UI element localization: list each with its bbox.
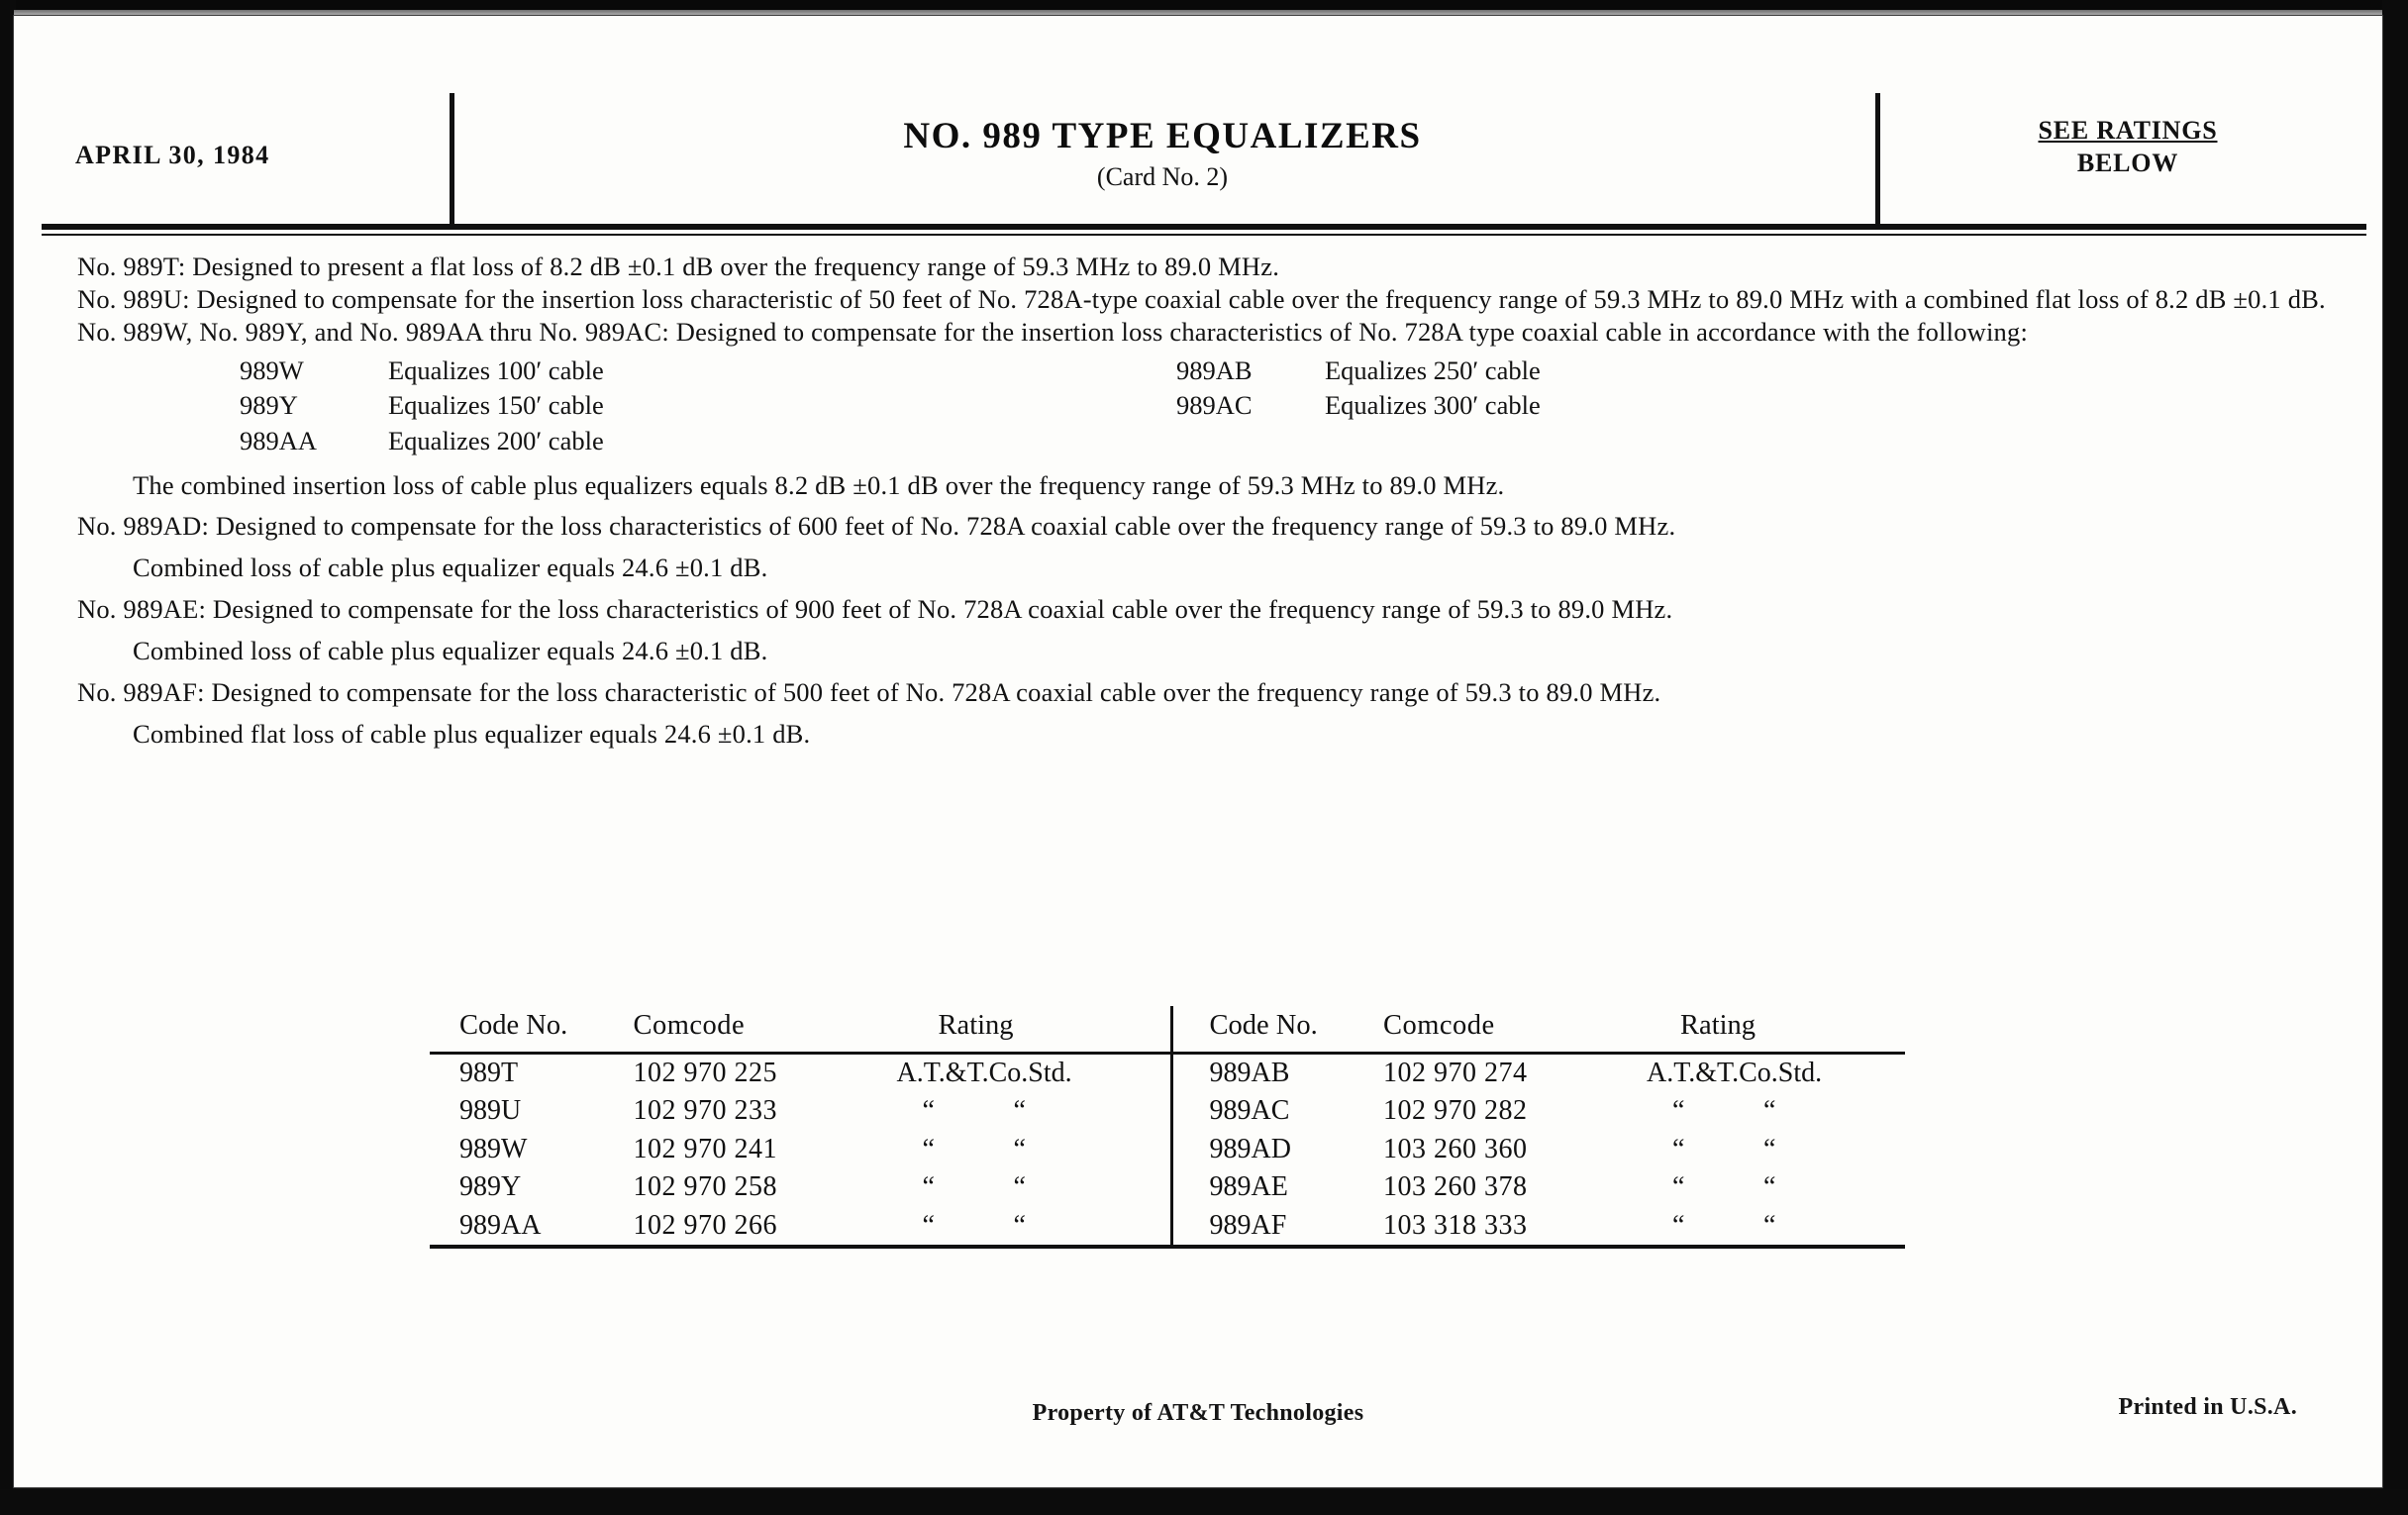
th-comcode-left: Comcode (633, 1010, 746, 1041)
equalizer-list-right-column (1176, 354, 1541, 425)
ratings-note (1880, 115, 2375, 179)
cell-code: 989AB (1209, 1058, 1290, 1088)
equalizer-code: 989AC (1176, 390, 1253, 421)
code-table-body (430, 1054, 1905, 1245)
scan-edge-bottom (0, 1489, 2408, 1515)
table-row (430, 1092, 1905, 1130)
ratings-note-line1: SEE RATINGS (2038, 116, 2218, 145)
equalizer-desc: Equalizes 250′ cable (1325, 354, 1541, 385)
th-comcode-right: Comcode (1382, 1010, 1495, 1041)
cell-comcode: 102 970 241 (633, 1133, 777, 1164)
ditto-mark: “ (1013, 1095, 1026, 1127)
cell-code: 989AD (1209, 1133, 1291, 1164)
cell-comcode: 102 970 282 (1382, 1095, 1528, 1127)
cell-rating-ditto (1647, 1092, 1905, 1130)
ditto-mark: “ (1763, 1209, 1776, 1241)
ditto-mark: “ (1013, 1171, 1026, 1203)
equalizer-code: 989AA (240, 426, 318, 456)
ditto-mark: “ (922, 1171, 935, 1203)
code-table (430, 1006, 1905, 1245)
cell-code: 989W (459, 1133, 528, 1164)
list-item (1176, 354, 1541, 389)
paragraph-989ae-combined: Combined loss of cable plus equalizer equals 24.6 ±0.1 dB. (133, 636, 768, 666)
cell-rating-ditto (1647, 1131, 1905, 1168)
ratings-note-line2: BELOW (2076, 148, 2179, 177)
paragraph-combined-insertion-loss: The combined insertion loss of cable plus equalizers equals 8.2 dB ±0.1 dB over the frequency range of 59.3 MHz to 89.0 MHz. (133, 469, 1505, 500)
table-row (430, 1131, 1905, 1168)
equalizer-desc: Equalizes 300′ cable (1325, 390, 1541, 421)
header-divider-left (450, 93, 454, 224)
cell-comcode: 102 970 274 (1382, 1058, 1528, 1088)
card-number: (Card No. 2) (1096, 162, 1229, 191)
header-rule-thin (42, 234, 2366, 236)
equalizer-desc: Equalizes 100′ cable (388, 354, 604, 385)
ditto-mark: “ (1672, 1133, 1685, 1164)
ditto-mark: “ (1013, 1209, 1026, 1241)
th-rating-left: Rating (938, 1010, 1014, 1041)
ditto-mark: “ (1763, 1171, 1776, 1203)
ditto-mark: “ (922, 1095, 935, 1127)
paragraph-989ad: No. 989AD: Designed to compensate for the loss characteristics of 600 feet of No. 728A coaxial cable over the frequency range of 59.3 to 89.0 MHz. (77, 511, 1676, 542)
cell-code: 989AA (459, 1209, 542, 1241)
list-item (240, 424, 604, 459)
cell-code: 989Y (459, 1171, 522, 1203)
footer-printed-in: Printed in U.S.A. (2118, 1394, 2297, 1420)
equalizer-code: 989AB (1176, 354, 1253, 385)
page-title: NO. 989 TYPE EQUALIZERS (903, 116, 1422, 156)
table-header-row (430, 1006, 1905, 1054)
ditto-mark: “ (1013, 1133, 1026, 1164)
cell-code: 989AC (1209, 1095, 1290, 1127)
paragraph-989w-group: No. 989W, No. 989Y, and No. 989AA thru No. 989AC: Designed to compensate for the insertion loss characteristics of No. 728A type coaxial cable in accordance with the following: (77, 316, 2029, 347)
spec-card (14, 16, 2382, 1487)
equalizer-length-list (77, 354, 2355, 464)
equalizer-list-left-column (240, 354, 604, 459)
cell-rating-ditto (897, 1092, 1170, 1130)
table-bottom-rule (430, 1245, 1905, 1249)
table-row (430, 1168, 1905, 1206)
paragraph-989ad-combined: Combined loss of cable plus equalizer equals 24.6 ±0.1 dB. (133, 553, 768, 583)
list-item (240, 354, 604, 389)
equalizer-desc: Equalizes 200′ cable (388, 426, 604, 456)
card-header (14, 16, 2382, 222)
paragraph-989ae: No. 989AE: Designed to compensate for the loss characteristics of 900 feet of No. 728A coaxial cable over the frequency range of 59.3 to 89.0 MHz. (77, 594, 1673, 625)
cell-rating-ditto (1647, 1168, 1905, 1206)
th-rating-right: Rating (1680, 1010, 1756, 1041)
cell-comcode: 102 970 233 (633, 1095, 777, 1127)
cell-comcode: 102 970 225 (633, 1058, 777, 1088)
ditto-mark: “ (1763, 1095, 1776, 1127)
cell-rating-ditto (897, 1207, 1170, 1245)
ditto-mark: “ (922, 1133, 935, 1164)
paragraph-989af-combined: Combined flat loss of cable plus equalizer equals 24.6 ±0.1 dB. (133, 718, 811, 749)
issue-date: APRIL 30, 1984 (75, 141, 270, 169)
cell-rating: A.T.&T.Co.Std. (1647, 1058, 1823, 1088)
cell-comcode: 103 260 360 (1382, 1133, 1528, 1164)
cell-comcode: 102 970 266 (633, 1209, 777, 1241)
list-item (240, 388, 604, 424)
code-table-wrapper (430, 1006, 1905, 1249)
ditto-mark: “ (1672, 1095, 1685, 1127)
ditto-mark: “ (1763, 1133, 1776, 1164)
code-table-head (430, 1006, 1905, 1054)
cell-comcode: 103 318 333 (1382, 1209, 1528, 1241)
footer-property-notice: Property of AT&T Technologies (1032, 1400, 1364, 1426)
card-body (77, 252, 2355, 752)
equalizer-desc: Equalizes 150′ cable (388, 390, 604, 421)
ditto-mark: “ (1672, 1209, 1685, 1241)
cell-code: 989AF (1209, 1209, 1287, 1241)
th-code-no-right: Code No. (1209, 1010, 1318, 1041)
cell-rating: A.T.&T.Co.Std. (896, 1058, 1072, 1088)
ditto-mark: “ (1672, 1171, 1685, 1203)
paragraph-989af: No. 989AF: Designed to compensate for the loss characteristic of 500 feet of No. 728A coaxial cable over the frequency range of 59.3 to 89.0 MHz. (77, 676, 1661, 707)
cell-code: 989T (459, 1058, 519, 1088)
cell-comcode: 103 260 378 (1382, 1171, 1528, 1203)
th-code-no-left: Code No. (459, 1010, 568, 1041)
cell-code: 989U (459, 1095, 522, 1127)
cell-code: 989AE (1209, 1171, 1288, 1203)
equalizer-code: 989W (240, 354, 304, 385)
paragraph-989u: No. 989U: Designed to compensate for the insertion loss characteristic of 50 feet of No. 728A-type coaxial cable over the frequency range of 59.3 MHz to 89.0 MHz with a combined flat loss of 8.2 dB ±0.1 dB. (77, 283, 2326, 314)
list-item (1176, 388, 1541, 424)
table-row (430, 1054, 1905, 1093)
cell-rating-ditto (1647, 1207, 1905, 1245)
cell-comcode: 102 970 258 (633, 1171, 777, 1203)
header-rule-thick (42, 224, 2366, 230)
paragraph-989t: No. 989T: Designed to present a flat loss of 8.2 dB ±0.1 dB over the frequency range of 59.3 MHz to 89.0 MHz. (77, 252, 1280, 281)
scan-edge-right (2382, 0, 2408, 1515)
equalizer-code: 989Y (240, 390, 298, 421)
cell-rating-ditto (897, 1131, 1170, 1168)
table-row (430, 1207, 1905, 1245)
ditto-mark: “ (922, 1209, 935, 1241)
cell-rating-ditto (897, 1168, 1170, 1206)
